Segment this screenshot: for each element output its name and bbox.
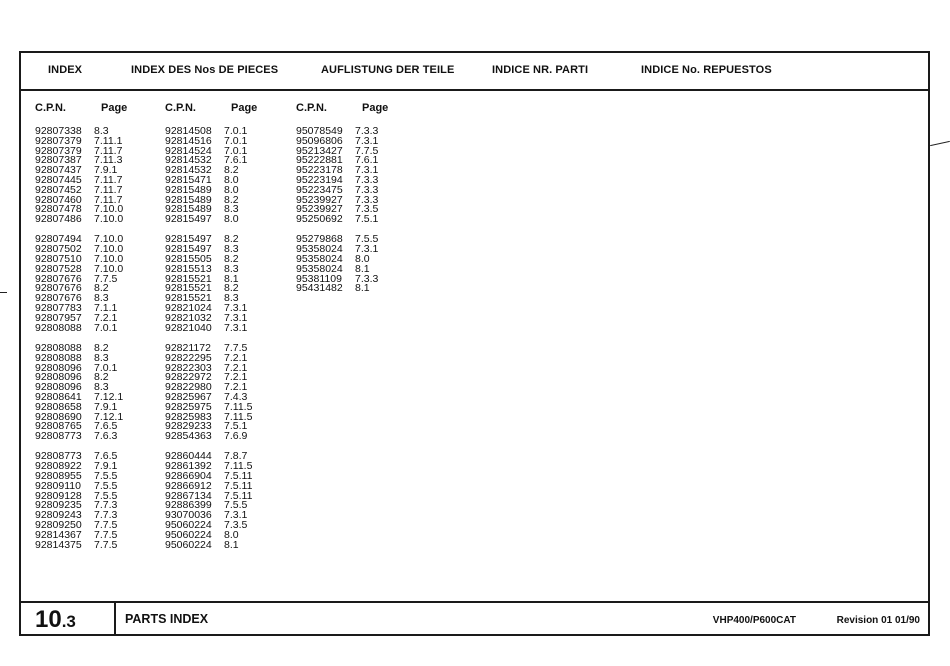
page-reference: 7.3.3 (355, 193, 379, 206)
part-number: 93070036 (165, 509, 212, 522)
footer-title: PARTS INDEX (125, 612, 209, 626)
page-reference: 7.3.5 (355, 203, 379, 216)
page-reference: 7.0.1 (94, 321, 118, 334)
page-reference: 7.6.5 (94, 420, 118, 433)
footer-divider (114, 603, 116, 634)
page-reference: 7.1.1 (94, 302, 118, 315)
part-number: 92815489 (165, 193, 212, 206)
page-reference: 7.5.11 (224, 489, 253, 502)
page-reference: 8.2 (224, 164, 239, 177)
registration-mark (0, 292, 7, 293)
page-reference: 8.2 (224, 193, 239, 206)
table-row (35, 538, 155, 551)
row-group (165, 235, 285, 333)
page-reference: 7.11.3 (94, 154, 123, 167)
part-number: 92807387 (35, 154, 82, 167)
page-reference: 7.5.5 (94, 489, 118, 502)
table-row (35, 432, 155, 442)
table-row (296, 215, 416, 225)
header-index-de: AUFLISTUNG DER TEILE (321, 64, 455, 76)
part-number: 95239927 (296, 203, 343, 216)
part-number: 92815521 (165, 282, 212, 295)
part-number: 92809243 (35, 509, 82, 522)
part-number: 95223194 (296, 173, 343, 186)
page-reference: 8.2 (224, 253, 239, 266)
page-reference: 7.3.1 (224, 302, 248, 315)
column-header-cpn: C.P.N. (165, 102, 196, 114)
page-reference: 7.5.11 (224, 470, 253, 482)
registration-mark (930, 141, 950, 146)
part-number: 92808690 (35, 410, 82, 423)
part-number: 92815521 (165, 292, 212, 305)
page-reference: 7.6.1 (355, 154, 379, 167)
page-reference: 7.10.0 (94, 262, 124, 275)
part-number: 92807379 (35, 134, 82, 147)
header-index-it: INDICE NR. PARTI (492, 64, 589, 76)
part-number: 92854363 (165, 430, 212, 443)
page-reference: 7.11.7 (94, 173, 123, 186)
part-number: 92814532 (165, 164, 212, 177)
table-row (165, 215, 285, 225)
column-header-page: Page (101, 102, 128, 114)
table-row (165, 432, 285, 442)
part-number: 92809128 (35, 489, 82, 502)
row-group (296, 235, 416, 294)
part-number: 92814367 (35, 528, 82, 541)
row-group (165, 452, 285, 550)
page-reference: 7.6.5 (94, 450, 118, 463)
part-number: 92822972 (165, 371, 212, 384)
part-number: 92815513 (165, 262, 212, 275)
part-number: 92822303 (165, 361, 212, 374)
part-number: 95381109 (296, 272, 342, 285)
page-reference: 7.5.5 (94, 479, 118, 492)
part-number: 92808641 (35, 390, 82, 403)
page-reference: 7.3.3 (355, 272, 379, 285)
part-number: 92867134 (165, 489, 212, 502)
part-number: 92815505 (165, 253, 212, 266)
part-number: 92815521 (165, 272, 212, 285)
part-number: 92808773 (35, 430, 82, 443)
page-reference: 7.5.5 (355, 233, 379, 246)
page-reference: 7.0.1 (224, 144, 248, 157)
row-group (165, 341, 285, 443)
header-index-es: INDICE No. REPUESTOS (641, 64, 772, 76)
page-reference: 7.5.5 (224, 499, 248, 512)
part-number: 92807676 (35, 272, 82, 285)
part-number: 92821032 (165, 311, 212, 324)
page-reference: 8.1 (224, 538, 239, 551)
part-number: 92808658 (35, 400, 82, 413)
page-reference: 7.2.1 (94, 311, 118, 324)
page-reference: 7.11.5 (224, 410, 253, 423)
part-number: 92807502 (35, 243, 82, 256)
section-number (35, 606, 76, 634)
page-reference: 7.2.1 (224, 361, 248, 374)
parts-column (296, 127, 416, 305)
page-reference: 7.7.5 (94, 272, 118, 285)
part-number: 92808088 (35, 321, 82, 334)
row-group (165, 127, 285, 225)
page-reference: 7.4.3 (224, 390, 248, 403)
page-reference: 8.2 (94, 341, 109, 354)
part-number: 95213427 (296, 144, 343, 157)
page-reference: 7.12.1 (94, 390, 124, 403)
part-number: 92814375 (35, 538, 82, 551)
table-row (165, 538, 285, 551)
part-number: 92815497 (165, 233, 212, 246)
part-number: 92825983 (165, 410, 212, 423)
parts-column (165, 127, 285, 561)
part-number: 95358024 (296, 262, 343, 275)
part-number: 92808955 (35, 470, 82, 482)
page-reference: 7.0.1 (224, 134, 248, 147)
part-number: 92860444 (165, 450, 212, 463)
page-reference: 7.3.1 (355, 134, 379, 147)
page-reference: 7.2.1 (224, 381, 248, 394)
page-reference: 7.11.7 (94, 193, 123, 206)
page-reference: 7.7.5 (94, 518, 118, 531)
part-number: 92815489 (165, 203, 212, 216)
part-number: 95358024 (296, 243, 343, 256)
table-row (165, 321, 285, 334)
part-number: 95279868 (296, 233, 343, 246)
part-number: 92807676 (35, 292, 82, 305)
page-reference: 7.11.5 (224, 460, 253, 473)
page-reference: 8.2 (94, 282, 109, 295)
part-number: 95060224 (165, 538, 212, 551)
page-reference: 7.10.0 (94, 253, 124, 266)
page-reference: 7.0.1 (94, 361, 118, 374)
part-number: 92807478 (35, 203, 82, 216)
row-group (35, 235, 155, 333)
page-reference: 7.8.7 (224, 450, 248, 463)
page-reference: 7.7.5 (94, 528, 118, 541)
header-index: INDEX (48, 64, 83, 76)
footer-bar (21, 601, 928, 634)
part-number: 92814516 (165, 134, 212, 147)
table-row (35, 215, 155, 225)
revision-label: Revision 01 01/90 (836, 615, 920, 626)
page-reference: 8.0 (224, 528, 239, 541)
page-reference: 7.10.0 (94, 213, 124, 226)
part-number: 92821024 (165, 302, 212, 315)
page-reference: 7.3.3 (355, 183, 379, 196)
page-reference: 7.10.0 (94, 203, 124, 216)
page-reference: 8.3 (94, 381, 109, 394)
part-number: 92808088 (35, 351, 82, 364)
page-reference: 7.9.1 (94, 400, 118, 413)
page-reference: 8.3 (94, 351, 109, 364)
part-number: 92807437 (35, 164, 82, 177)
column-header-page: Page (231, 102, 258, 114)
part-number: 92807494 (35, 233, 82, 246)
part-number: 95060224 (165, 518, 212, 531)
page-reference: 8.1 (355, 262, 370, 275)
part-number: 92809250 (35, 518, 82, 531)
page-reference: 7.2.1 (224, 371, 248, 384)
part-number: 92815489 (165, 183, 212, 196)
part-number: 95431482 (296, 282, 343, 295)
part-number: 92829233 (165, 420, 212, 433)
page-reference: 7.7.5 (224, 341, 248, 354)
page-reference: 7.3.1 (224, 321, 248, 334)
page-reference: 7.5.11 (224, 479, 253, 492)
part-number: 92815497 (165, 213, 212, 226)
page-reference: 7.7.5 (355, 144, 379, 157)
page-reference: 7.6.1 (224, 154, 248, 167)
page-reference: 8.3 (224, 243, 239, 256)
page-reference: 8.2 (224, 282, 239, 295)
part-number: 92814508 (165, 125, 212, 137)
part-number: 92808088 (35, 341, 82, 354)
page-reference: 7.5.5 (94, 470, 118, 482)
page-reference: 8.0 (224, 213, 239, 226)
part-number: 92866912 (165, 479, 212, 492)
model-number: VHP400/P600CAT (712, 615, 796, 626)
page-reference: 7.5.1 (224, 420, 248, 433)
page-reference: 8.3 (94, 125, 109, 137)
page-reference: 7.11.5 (224, 400, 253, 413)
part-number: 92807338 (35, 125, 82, 137)
part-number: 92807528 (35, 262, 82, 275)
page-reference: 8.0 (224, 173, 239, 186)
part-number: 95239927 (296, 193, 343, 206)
row-group (35, 341, 155, 443)
part-number: 92815471 (165, 173, 212, 186)
page-reference: 7.3.3 (355, 173, 379, 186)
part-number: 92861392 (165, 460, 212, 473)
part-number: 92807445 (35, 173, 82, 186)
part-number: 95223178 (296, 164, 343, 177)
part-number: 92807957 (35, 311, 82, 324)
part-number: 95060224 (165, 528, 212, 541)
page-reference: 7.6.3 (94, 430, 118, 443)
page-reference: 7.7.3 (94, 499, 118, 512)
document-frame (19, 51, 930, 636)
part-number: 92807460 (35, 193, 82, 206)
row-group (296, 127, 416, 225)
part-number: 95223475 (296, 183, 343, 196)
table-row (296, 284, 416, 294)
page-reference: 7.3.5 (224, 518, 248, 531)
part-number: 92886399 (165, 499, 212, 512)
page-reference: 7.3.1 (355, 243, 379, 256)
part-number: 92809235 (35, 499, 82, 512)
page-reference: 7.9.1 (94, 460, 118, 473)
part-number: 92809110 (35, 479, 81, 492)
part-number: 92807486 (35, 213, 82, 226)
page-reference: 7.3.1 (224, 509, 248, 522)
part-number: 92808096 (35, 381, 82, 394)
page-reference: 7.11.1 (94, 134, 123, 147)
page-reference: 7.11.7 (94, 144, 123, 157)
page-reference: 8.0 (224, 183, 239, 196)
part-number: 92807676 (35, 282, 82, 295)
column-header-cpn: C.P.N. (296, 102, 327, 114)
page-reference: 7.10.0 (94, 233, 124, 246)
part-number: 92808765 (35, 420, 82, 433)
page-reference: 8.0 (355, 253, 370, 266)
part-number: 92825975 (165, 400, 212, 413)
part-number: 92815497 (165, 243, 212, 256)
parts-column (35, 127, 155, 561)
page-reference: 7.0.1 (224, 125, 248, 137)
table-row (35, 321, 155, 334)
page-reference: 7.7.3 (94, 509, 118, 522)
column-header-cpn: C.P.N. (35, 102, 66, 114)
part-number: 92807379 (35, 144, 82, 157)
part-number: 92808773 (35, 450, 82, 463)
page-reference: 7.3.1 (224, 311, 248, 324)
page-reference: 7.3.1 (355, 164, 379, 177)
page-reference: 7.7.5 (94, 538, 118, 551)
row-group (35, 127, 155, 225)
part-number: 95078549 (296, 125, 343, 137)
page-reference: 8.2 (224, 233, 239, 246)
page-reference: 7.9.1 (94, 164, 118, 177)
part-number: 95222881 (296, 154, 343, 167)
part-number: 92807510 (35, 253, 82, 266)
row-group (35, 452, 155, 550)
part-number: 92807452 (35, 183, 82, 196)
part-number: 92807783 (35, 302, 82, 315)
section-minor: .3 (61, 612, 76, 631)
page-reference: 8.2 (94, 371, 109, 384)
page-reference: 7.3.3 (355, 125, 379, 137)
page-reference: 7.6.9 (224, 430, 248, 443)
header-bar (21, 53, 928, 91)
part-number: 92814532 (165, 154, 212, 167)
page-reference: 8.3 (224, 203, 239, 216)
part-number: 92866904 (165, 470, 212, 482)
part-number: 92808922 (35, 460, 82, 473)
part-number: 92825967 (165, 390, 212, 403)
header-index-fr: INDEX DES Nos DE PIECES (131, 64, 279, 76)
part-number: 92814524 (165, 144, 212, 157)
part-number: 92822980 (165, 381, 212, 394)
part-number: 92821040 (165, 321, 212, 334)
part-number: 92808096 (35, 371, 82, 384)
part-number: 95250692 (296, 213, 343, 226)
page-reference: 7.12.1 (94, 410, 124, 423)
part-number: 92821172 (165, 341, 211, 354)
page-reference: 8.3 (224, 262, 239, 275)
part-number: 95358024 (296, 253, 343, 266)
section-major: 10 (35, 606, 62, 633)
page-reference: 8.1 (224, 272, 239, 285)
column-header-page: Page (362, 102, 389, 114)
part-number: 92808096 (35, 361, 82, 374)
page-reference: 8.3 (94, 292, 109, 305)
page-reference: 8.1 (355, 282, 370, 295)
part-number: 92822295 (165, 351, 212, 364)
part-number: 95096806 (296, 134, 343, 147)
page-reference: 7.5.1 (355, 213, 379, 226)
page-reference: 7.2.1 (224, 351, 248, 364)
page-reference: 8.3 (224, 292, 239, 305)
page-reference: 7.10.0 (94, 243, 124, 256)
page-reference: 7.11.7 (94, 183, 123, 196)
